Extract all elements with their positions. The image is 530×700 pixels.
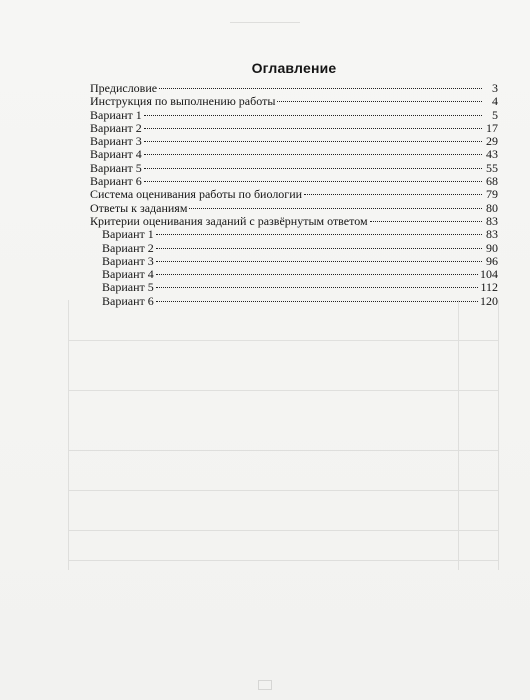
- toc-entry-label: Вариант 4: [90, 147, 142, 162]
- toc-entry-label: Вариант 1: [90, 107, 142, 122]
- toc-entry-label: Вариант 3: [102, 253, 154, 268]
- toc-entry-page: 83: [486, 213, 498, 228]
- toc-entry-page: 79: [486, 187, 498, 202]
- toc-entry-label: Ответы к заданиям: [90, 200, 188, 215]
- toc-entry-label: Система оценивания работы по биологии: [90, 187, 303, 202]
- toc-leader-dots: [304, 194, 482, 195]
- toc-entry-page: 3: [492, 81, 498, 95]
- toc-leader-dots: [156, 248, 482, 249]
- toc-entry: [90, 255, 498, 268]
- toc-entry: [90, 82, 498, 95]
- toc-entry: [90, 281, 498, 294]
- toc-leader-dots: [144, 181, 482, 182]
- toc-entry-label: Вариант 5: [90, 160, 142, 175]
- toc-entry-page: 55: [486, 160, 498, 175]
- toc-leader-dots: [156, 274, 478, 275]
- toc-entry: [90, 162, 498, 175]
- toc-leader-dots: [144, 115, 482, 116]
- toc-entry-page: 83: [486, 227, 498, 242]
- toc-entry-page: 104: [480, 267, 498, 282]
- toc-entry-label: Вариант 2: [102, 240, 154, 255]
- toc-leader-dots: [144, 141, 482, 142]
- toc-entry-page: 17: [486, 120, 498, 135]
- toc-entry-page: 96: [486, 253, 498, 268]
- toc-entry-label: Вариант 2: [90, 120, 142, 135]
- toc-entry-page: 4: [492, 94, 498, 109]
- toc-leader-dots: [156, 287, 479, 288]
- header-bleed-mark: [230, 22, 300, 29]
- toc-leader-dots: [189, 208, 482, 209]
- toc-entry-page: 120: [480, 293, 498, 308]
- toc-entry-page: 90: [486, 240, 498, 255]
- toc-entry-label: Вариант 5: [102, 280, 154, 295]
- toc-leader-dots: [144, 128, 482, 129]
- toc-entry: [90, 242, 498, 255]
- toc-entry-label: Вариант 1: [102, 227, 154, 242]
- toc-entry-page: 29: [486, 134, 498, 149]
- toc-entry: [90, 122, 498, 135]
- toc-entry: [90, 95, 498, 108]
- toc-entry-label: Предисловие: [90, 81, 158, 95]
- toc-entry-label: Вариант 6: [102, 293, 154, 308]
- toc-entry: [90, 109, 498, 122]
- bleed-through-table: [68, 300, 498, 580]
- toc-entry-label: Вариант 6: [90, 174, 142, 189]
- toc-entry: [90, 188, 498, 201]
- toc-leader-dots: [370, 221, 482, 222]
- toc-entry: [90, 148, 498, 161]
- toc-leader-dots: [277, 101, 482, 102]
- toc-entry-label: Вариант 4: [102, 267, 154, 282]
- toc-leader-dots: [156, 301, 478, 302]
- toc-leader-dots: [156, 234, 482, 235]
- toc-entry-label: Вариант 3: [90, 134, 142, 149]
- toc-entry: [90, 202, 498, 215]
- toc-entry-label: Инструкция по выполнению работы: [90, 94, 276, 109]
- toc-entry-page: 5: [492, 107, 498, 122]
- toc-list: [90, 82, 498, 308]
- toc-leader-dots: [144, 154, 482, 155]
- toc-leader-dots: [156, 261, 482, 262]
- toc-leader-dots: [159, 88, 482, 89]
- footer-bleed-mark: [258, 680, 272, 690]
- toc-entry: [90, 228, 498, 241]
- table-of-contents: [90, 60, 498, 308]
- toc-entry: [90, 268, 498, 281]
- toc-title: Оглавление: [251, 60, 337, 76]
- toc-entry-label: Критерии оценивания заданий с развёрнутым ответом: [90, 213, 368, 228]
- toc-entry: [90, 135, 498, 148]
- toc-leader-dots: [144, 168, 482, 169]
- toc-entry: [90, 295, 498, 308]
- toc-entry-page: 43: [486, 147, 498, 162]
- toc-entry: [90, 215, 498, 228]
- toc-entry-page: 68: [486, 174, 498, 189]
- toc-entry: [90, 175, 498, 188]
- toc-entry-page: 80: [486, 200, 498, 215]
- toc-entry-page: 112: [480, 280, 498, 295]
